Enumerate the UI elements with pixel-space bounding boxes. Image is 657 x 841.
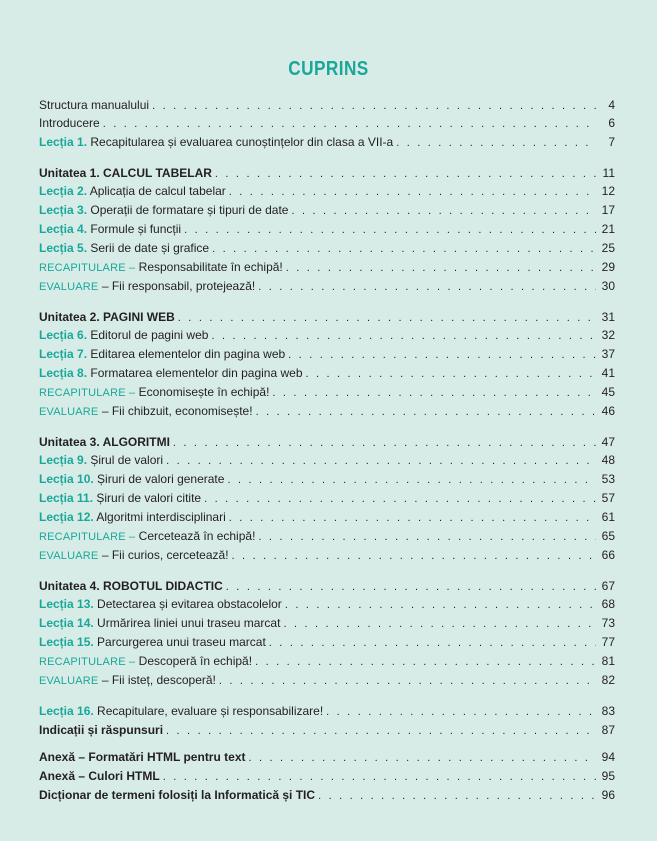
toc-entry-page-number: 87 — [601, 723, 615, 737]
toc-entry-title: Detectarea și evitarea obstacolelor — [93, 597, 282, 611]
dot-leader — [229, 509, 596, 527]
toc-entry-label — [39, 345, 285, 363]
toc-entry[interactable] — [39, 470, 615, 488]
toc-entry-title: Recapitularea și evaluarea cunoștințelor din clasa a VII-a — [87, 135, 394, 149]
toc-entry-title: – Fii responsabil, protejează! — [98, 279, 256, 293]
toc-entry[interactable] — [39, 786, 615, 804]
toc-entry[interactable] — [39, 546, 615, 564]
dot-leader — [173, 434, 596, 452]
toc-entry-prefix: Lecția 13. — [39, 597, 94, 611]
toc-entry-page-number: 67 — [601, 579, 615, 593]
toc-entry-label — [39, 633, 266, 651]
toc-entry-label — [39, 114, 100, 132]
toc-entry-prefix: Lecția 16. — [39, 704, 94, 718]
toc-entry[interactable] — [39, 277, 615, 295]
toc-entry-label — [39, 614, 280, 632]
toc-entry[interactable] — [39, 721, 615, 739]
toc-entry[interactable] — [39, 239, 615, 257]
dot-leader — [318, 787, 596, 805]
toc-entry[interactable] — [39, 451, 615, 469]
toc-entry-page-number: 57 — [601, 491, 615, 505]
toc-entry-label — [39, 364, 303, 382]
toc-entry-label — [39, 546, 229, 565]
toc-entry-page-number: 31 — [601, 310, 615, 324]
dot-leader — [229, 183, 596, 201]
dot-leader — [248, 749, 596, 767]
dot-leader — [166, 452, 596, 470]
toc-entry-title: Algoritmi interdisciplinari — [93, 510, 226, 524]
toc-entry-prefix: Lecția 9. — [39, 453, 88, 467]
toc-entry-label — [39, 326, 208, 344]
toc-entry-label — [39, 182, 226, 200]
toc-entry-page-number: 46 — [601, 404, 615, 418]
toc-entry-prefix: Lecția 6. — [39, 328, 88, 342]
toc-entry-prefix: Lecția 7. — [39, 347, 88, 361]
toc-entry-prefix: Lecția 12. — [39, 510, 94, 524]
toc-entry-title: Editarea elementelor din pagina web — [87, 347, 286, 361]
toc-entry-title: Urmărirea liniei unui traseu marcat — [93, 616, 281, 630]
toc-entry-prefix: EVALUARE — [39, 550, 99, 562]
toc-entry[interactable] — [39, 201, 615, 219]
dot-leader — [291, 202, 596, 220]
dot-leader — [269, 634, 596, 652]
toc-entry[interactable] — [39, 164, 615, 182]
dot-leader — [212, 240, 596, 258]
dot-leader — [215, 165, 596, 183]
dot-leader — [211, 327, 596, 345]
toc-entry-title: Unitatea 1. CALCUL TABELAR — [39, 166, 212, 180]
toc-entry-prefix: Lecția 5. — [39, 241, 88, 255]
toc-entry-page-number: 73 — [601, 616, 615, 630]
toc-entry[interactable] — [39, 182, 615, 200]
dot-leader — [285, 596, 596, 614]
dot-leader — [163, 768, 596, 786]
dot-leader — [256, 403, 596, 421]
dot-leader — [306, 365, 597, 383]
dot-leader — [258, 528, 596, 546]
toc-entry-page-number: 66 — [601, 548, 615, 562]
toc-entry[interactable] — [39, 577, 615, 595]
toc-entry-title: Operații de formatare și tipuri de date — [87, 203, 289, 217]
toc-entry[interactable] — [39, 114, 615, 132]
toc-entry-page-number: 96 — [601, 788, 615, 802]
toc-entry-label — [39, 652, 252, 671]
toc-entry[interactable] — [39, 96, 615, 114]
toc-entry-page-number: 83 — [601, 704, 615, 718]
toc-entry-title: Responsabilitate în echipă! — [135, 260, 283, 274]
toc-entry-prefix: Lecția 8. — [39, 366, 88, 380]
toc-entry-title: Structura manualului — [39, 98, 150, 112]
toc-entry[interactable] — [39, 402, 615, 420]
dot-leader — [232, 547, 596, 565]
toc-entry-prefix: EVALUARE — [39, 281, 99, 293]
toc-entry-title: – Fii isteț, descoperă! — [98, 673, 216, 687]
toc-entry-title: Anexă – Formatări HTML pentru text — [39, 750, 246, 764]
toc-entry-page-number: 6 — [608, 116, 615, 130]
toc-entry-label — [39, 402, 253, 421]
toc-entry[interactable] — [39, 258, 615, 276]
toc-entry-label — [39, 258, 283, 277]
toc-entry-title: Formule și funcții — [87, 222, 182, 236]
toc-entry[interactable] — [39, 748, 615, 766]
toc-entry-label — [39, 767, 160, 785]
toc-entry[interactable] — [39, 614, 615, 632]
toc-entry-page-number: 61 — [601, 510, 615, 524]
toc-entry-label — [39, 133, 393, 151]
dot-leader — [396, 134, 596, 152]
dot-leader — [227, 471, 596, 489]
dot-leader — [258, 278, 596, 296]
toc-entry[interactable] — [39, 767, 615, 785]
toc-entry-title: Aplicația de calcul tabelar — [87, 184, 226, 198]
toc-entry-prefix: RECAPITULARE – — [39, 531, 136, 543]
toc-entry[interactable] — [39, 508, 615, 526]
toc-entry-label — [39, 433, 170, 451]
toc-entry-title: Șirul de valori — [87, 453, 164, 467]
dot-leader — [272, 384, 596, 402]
toc-entry-title: Șiruri de valori citite — [93, 491, 202, 505]
toc-entry[interactable] — [39, 489, 615, 507]
toc-entry[interactable] — [39, 433, 615, 451]
toc-entry-prefix: RECAPITULARE – — [39, 262, 136, 274]
toc-entry-label — [39, 277, 255, 296]
toc-entry[interactable] — [39, 133, 615, 151]
dot-leader — [152, 97, 596, 115]
toc-entry-title: – Fii chibzuit, economisește! — [98, 404, 253, 418]
toc-entry-label — [39, 595, 282, 613]
toc-entry-page-number: 41 — [601, 366, 615, 380]
toc-entry-prefix: EVALUARE — [39, 675, 99, 687]
toc-entry-label — [39, 489, 201, 507]
toc-entry-page-number: 65 — [601, 529, 615, 543]
toc-entry-label — [39, 164, 212, 182]
toc-entry-prefix: EVALUARE — [39, 406, 99, 418]
toc-entry-label — [39, 470, 224, 488]
toc-entry-prefix: RECAPITULARE – — [39, 656, 136, 668]
toc-entry-page-number: 45 — [601, 385, 615, 399]
toc-entry-prefix: Lecția 1. — [39, 135, 88, 149]
toc-entry-page-number: 95 — [601, 769, 615, 783]
toc-entry-title: Unitatea 3. ALGORITMI — [39, 435, 170, 449]
toc-entry[interactable] — [39, 702, 615, 720]
toc-entry-title: Unitatea 2. PAGINI WEB — [39, 310, 175, 324]
toc-entry[interactable] — [39, 308, 615, 326]
toc-entry-title: Cercetează în echipă! — [135, 529, 256, 543]
toc-entry-title: Unitatea 4. ROBOTUL DIDACTIC — [39, 579, 223, 593]
toc-entry[interactable] — [39, 326, 615, 344]
toc-entry-page-number: 30 — [601, 279, 615, 293]
toc-entry-title: Economisește în echipă! — [135, 385, 270, 399]
toc-entry-title: Anexă – Culori HTML — [39, 769, 160, 783]
dot-leader — [103, 115, 596, 133]
toc-entry-page-number: 25 — [601, 241, 615, 255]
toc-entry-prefix: Lecția 14. — [39, 616, 94, 630]
dot-leader — [204, 490, 596, 508]
toc-entry-label — [39, 383, 269, 402]
toc-entry[interactable] — [39, 652, 615, 670]
toc-entry[interactable] — [39, 364, 615, 382]
toc-entry-page-number: 29 — [601, 260, 615, 274]
toc-entry-title: Introducere — [39, 116, 100, 130]
dot-leader — [184, 221, 596, 239]
toc-entry-title: Dicționar de termeni folosiți la Informatică și TIC — [39, 788, 316, 802]
toc-entry-page-number: 53 — [601, 472, 615, 486]
toc-entry-title: Parcurgerea unui traseu marcat — [93, 635, 266, 649]
toc-entry-page-number: 68 — [601, 597, 615, 611]
toc-entry-page-number: 7 — [608, 135, 615, 149]
toc-entry-label — [39, 786, 315, 804]
toc-entry-label — [39, 577, 223, 595]
toc-entry-title: Formatarea elementelor din pagina web — [87, 366, 303, 380]
toc-entry-page-number: 47 — [601, 435, 615, 449]
toc-entry-label — [39, 527, 255, 546]
toc-entry-page-number: 37 — [601, 347, 615, 361]
dot-leader — [226, 578, 596, 596]
toc-entry-title: Serii de date și grafice — [87, 241, 210, 255]
dot-leader — [288, 346, 596, 364]
toc-entry-label — [39, 671, 216, 690]
toc-entry-page-number: 77 — [601, 635, 615, 649]
toc-entry-label — [39, 239, 209, 257]
dot-leader — [283, 615, 596, 633]
toc-entry-page-number: 82 — [601, 673, 615, 687]
dot-leader — [219, 672, 596, 690]
toc-entry-page-number: 32 — [601, 328, 615, 342]
toc-entry-title: Șiruri de valori generate — [93, 472, 225, 486]
toc-entry-label — [39, 451, 163, 469]
dot-leader — [178, 309, 596, 327]
toc-entry-page-number: 21 — [601, 222, 615, 236]
toc-entry-title: Descoperă în echipă! — [135, 654, 253, 668]
toc-entry-label — [39, 748, 245, 766]
toc-entry-label — [39, 220, 181, 238]
toc-entry-label — [39, 201, 288, 219]
toc-entry-prefix: Lecția 11. — [39, 491, 94, 505]
toc-entry-prefix: Lecția 2. — [39, 184, 88, 198]
dot-leader — [326, 703, 596, 721]
toc-entry-page-number: 17 — [601, 203, 615, 217]
toc-entry[interactable] — [39, 220, 615, 238]
toc-entry-page-number: 81 — [601, 654, 615, 668]
toc-entry-prefix: Lecția 3. — [39, 203, 88, 217]
toc-entry[interactable] — [39, 633, 615, 651]
toc-entry-prefix: Lecția 4. — [39, 222, 88, 236]
toc-entry-label — [39, 702, 323, 720]
toc-entry-prefix: RECAPITULARE – — [39, 387, 136, 399]
toc-entry-label — [39, 721, 163, 739]
toc-entry-label — [39, 508, 226, 526]
toc-entry-page-number: 94 — [601, 750, 615, 764]
toc-entry-page-number: 11 — [602, 166, 615, 180]
toc-entry-title: Editorul de pagini web — [87, 328, 209, 342]
toc-entry-page-number: 48 — [601, 453, 615, 467]
toc-entry[interactable] — [39, 527, 615, 545]
dot-leader — [255, 653, 596, 671]
toc-entry-title: Indicații și răspunsuri — [39, 723, 164, 737]
toc-entry-title: Recapitulare, evaluare și responsabilizare! — [93, 704, 324, 718]
toc-entry-title: – Fii curios, cercetează! — [98, 548, 229, 562]
toc-entry-page-number: 12 — [601, 184, 615, 198]
toc-entry[interactable] — [39, 595, 615, 613]
toc-entry-label — [39, 308, 175, 326]
toc-entry-prefix: Lecția 15. — [39, 635, 94, 649]
page-title: CUPRINS — [288, 58, 369, 80]
toc-entry[interactable] — [39, 383, 615, 401]
toc-entry[interactable] — [39, 345, 615, 363]
toc-entry-page-number: 4 — [608, 98, 615, 112]
dot-leader — [286, 259, 596, 277]
toc-entry[interactable] — [39, 671, 615, 689]
toc-entry-prefix: Lecția 10. — [39, 472, 94, 486]
dot-leader — [166, 722, 596, 740]
toc-entry-label — [39, 96, 149, 114]
